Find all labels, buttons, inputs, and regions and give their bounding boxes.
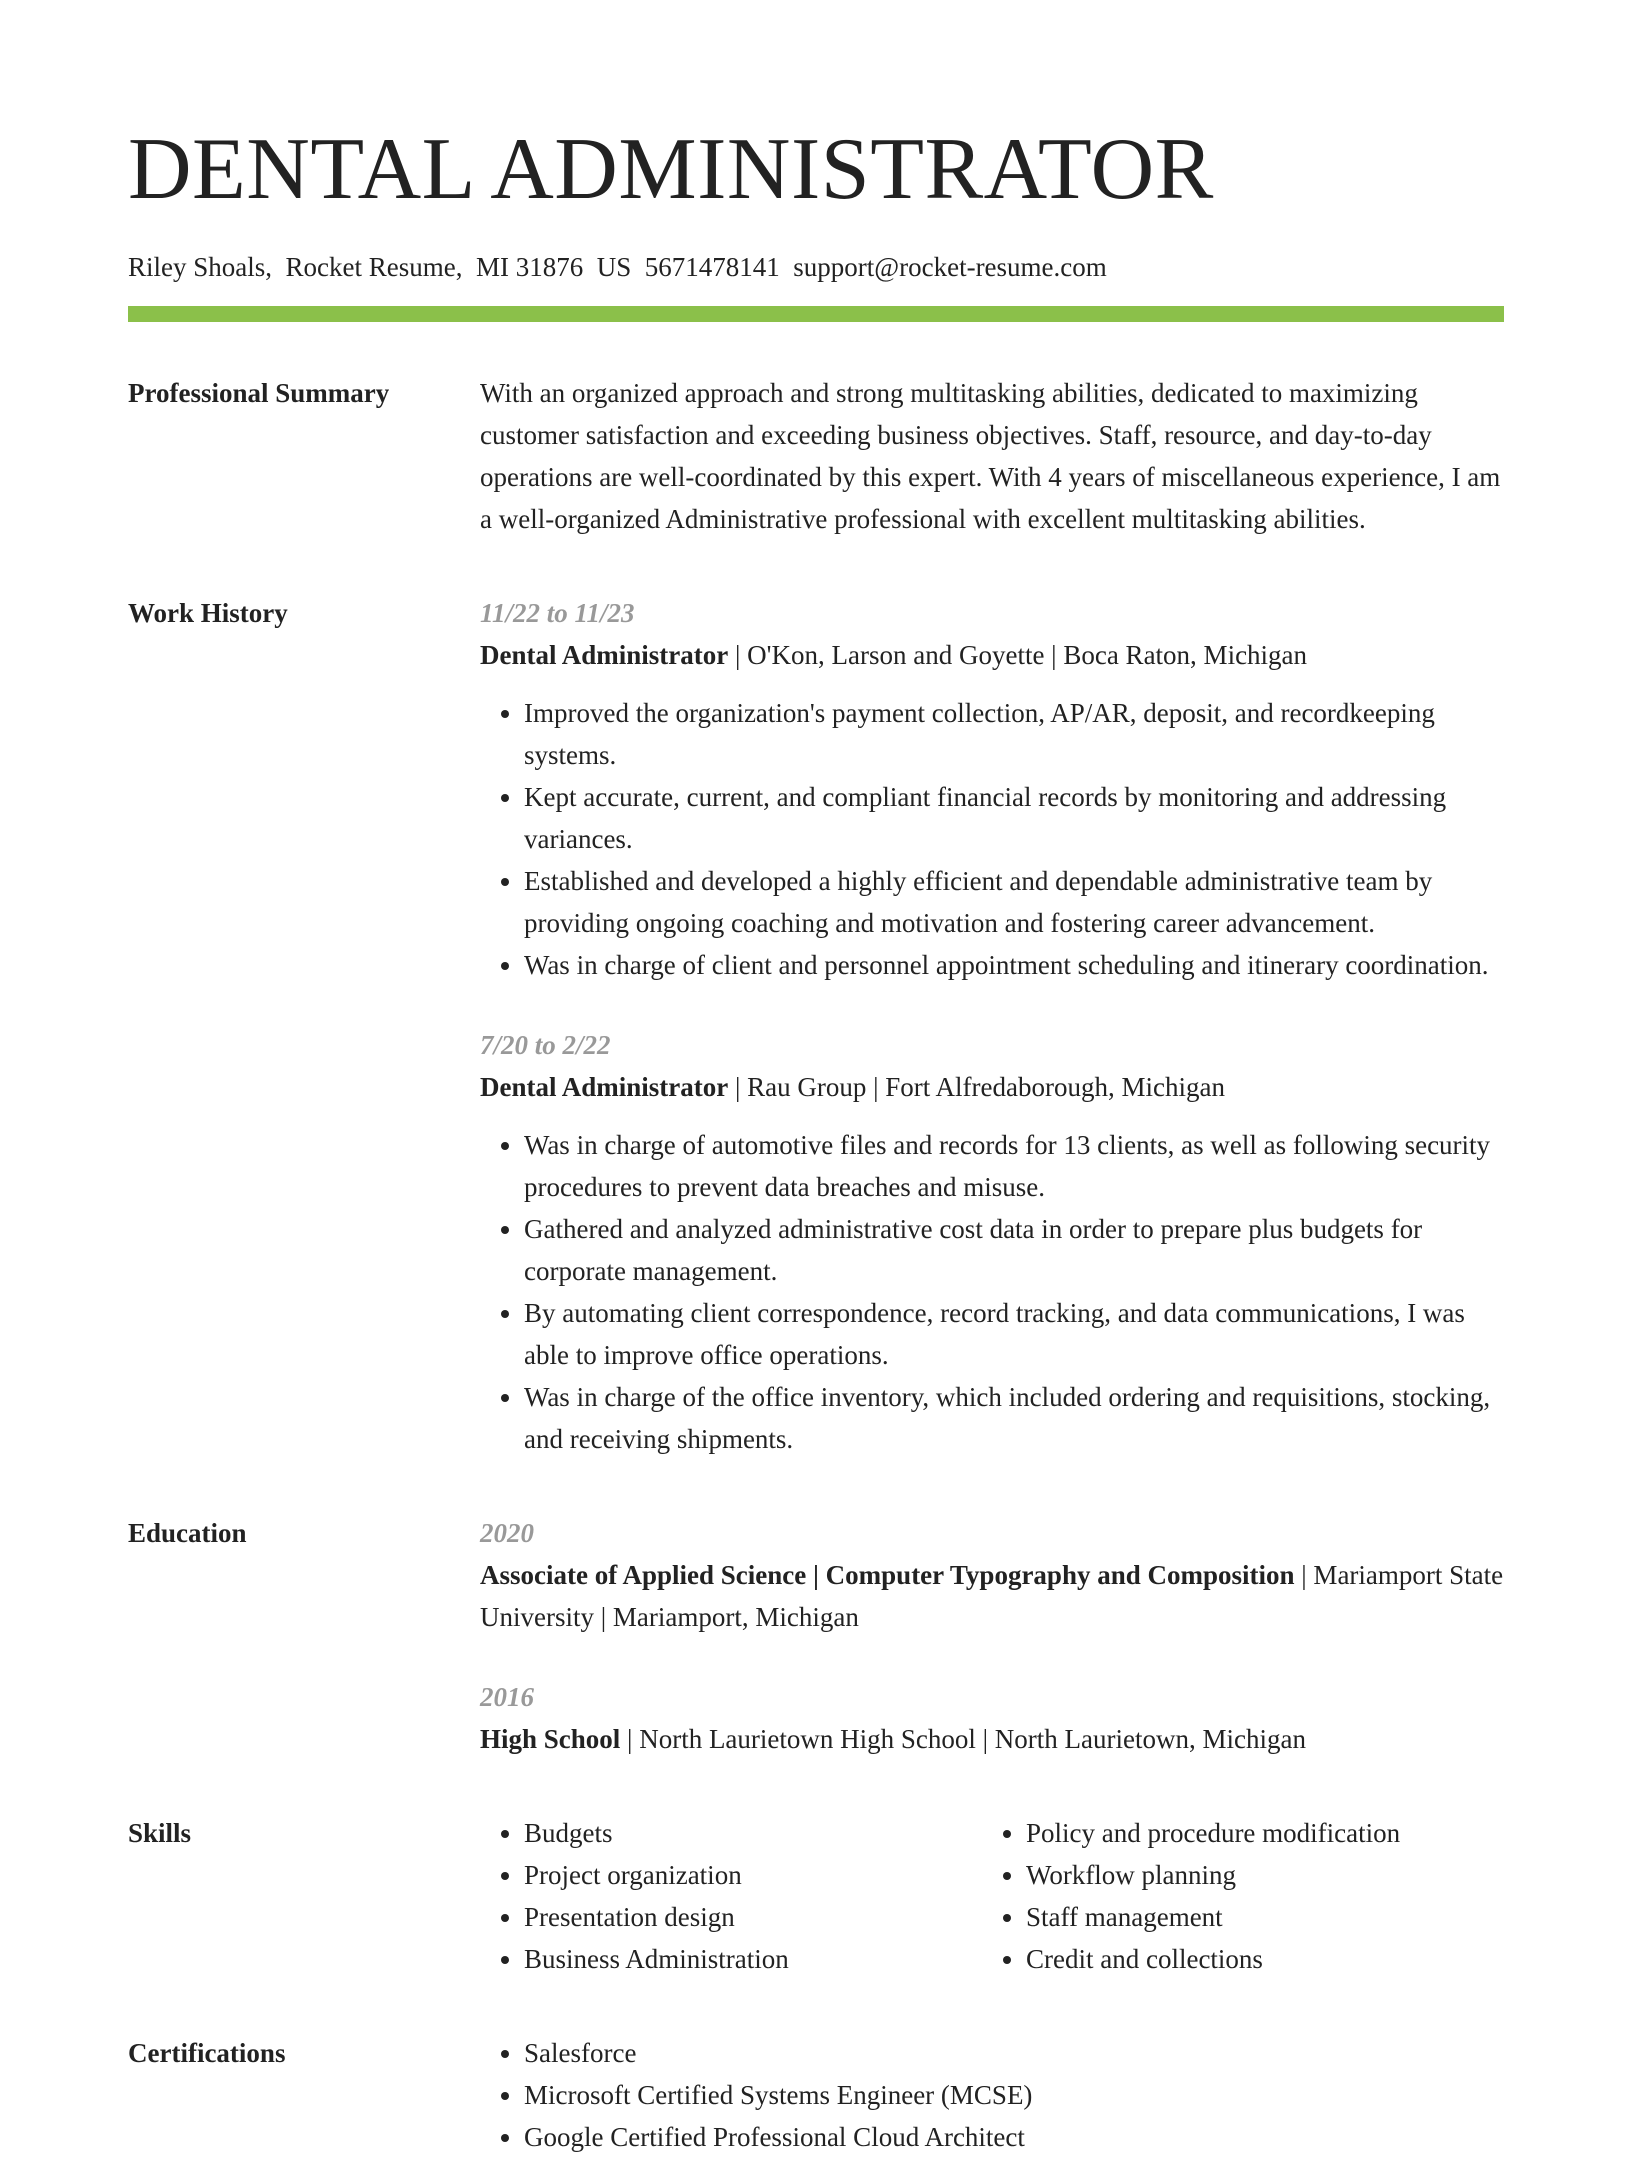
job-details: | Rau Group | Fort Alfredaborough, Michigan xyxy=(728,1072,1225,1102)
education-line xyxy=(480,1554,1504,1638)
job-bullets xyxy=(480,1124,1504,1460)
section-label: Work History xyxy=(128,598,288,628)
job-details: | O'Kon, Larson and Goyette | Boca Raton, Michigan xyxy=(728,640,1308,670)
list-item: • Presentation design xyxy=(524,1896,982,1938)
section-label: Skills xyxy=(128,1818,192,1848)
list-item: • Was in charge of the office inventory, which included ordering and requisitions, stocking, and receiving shipments. xyxy=(524,1376,1504,1460)
list-item: • Salesforce xyxy=(524,2032,1504,2074)
work-history-section xyxy=(128,592,1504,1460)
list-item: • Gathered and analyzed administrative cost data in order to prepare plus budgets for corporate management. xyxy=(524,1208,1504,1292)
job-entry xyxy=(480,1024,1504,1460)
list-item: • Workflow planning xyxy=(1026,1854,1484,1896)
job-bullets xyxy=(480,692,1504,986)
education-line xyxy=(480,1718,1504,1760)
list-item: • Staff management xyxy=(1026,1896,1484,1938)
contact-city: Rocket Resume, xyxy=(285,252,463,282)
job-role xyxy=(480,634,1504,676)
skills-section xyxy=(128,1812,1504,1980)
list-item: • Improved the organization's payment collection, AP/AR, deposit, and recordkeeping systems. xyxy=(524,692,1504,776)
section-label: Education xyxy=(128,1518,247,1548)
education-entry xyxy=(480,1512,1504,1638)
education-degree: High School xyxy=(480,1724,621,1754)
education-year: 2020 xyxy=(480,1518,534,1548)
contact-state-zip: MI 31876 xyxy=(475,252,584,282)
list-item: • Project organization xyxy=(524,1854,982,1896)
list-item: • Was in charge of client and personnel appointment scheduling and itinerary coordination. xyxy=(524,944,1504,986)
education-degree: Associate of Applied Science | Computer Typography and Composition xyxy=(480,1560,1295,1590)
education-entry xyxy=(480,1676,1504,1760)
section-body xyxy=(480,2032,1504,2158)
skills-list-right xyxy=(982,1812,1484,1980)
list-item: • Kept accurate, current, and compliant financial records by monitoring and addressing variances. xyxy=(524,776,1504,860)
list-item: • Business Administration xyxy=(524,1938,982,1980)
section-label: Certifications xyxy=(128,2038,286,2068)
education-year: 2016 xyxy=(480,1682,534,1712)
section-body xyxy=(480,1512,1504,1760)
list-item: • Budgets xyxy=(524,1812,982,1854)
resume-title: DENTAL ADMINISTRATOR xyxy=(128,121,1214,218)
skills-columns xyxy=(480,1812,1504,1980)
job-title: Dental Administrator xyxy=(480,1072,729,1102)
list-item: • Policy and procedure modification xyxy=(1026,1812,1484,1854)
header-divider xyxy=(128,306,1504,322)
job-entry xyxy=(480,592,1504,986)
section-body xyxy=(480,592,1504,1460)
job-role xyxy=(480,1066,1504,1108)
list-item: • Google Certified Professional Cloud Architect xyxy=(524,2116,1504,2158)
education-section xyxy=(128,1512,1504,1760)
education-details: | Mariamport State University | Mariamport, Michigan xyxy=(480,1560,1504,1632)
list-item: • Established and developed a highly efficient and dependable administrative team by providing ongoing coaching and motivation and fostering career advancement. xyxy=(524,860,1504,944)
contact-line xyxy=(128,248,1504,286)
contact-name: Riley Shoals, xyxy=(128,252,273,282)
list-item: • By automating client correspondence, record tracking, and data communications, I was able to improve office operations. xyxy=(524,1292,1504,1376)
skills-list-left xyxy=(480,1812,982,1980)
job-title: Dental Administrator xyxy=(480,640,729,670)
section-body xyxy=(480,1812,1504,1980)
contact-email: support@rocket-resume.com xyxy=(793,252,1107,282)
section-body xyxy=(480,372,1504,540)
list-item: • Microsoft Certified Systems Engineer (MCSE) xyxy=(524,2074,1504,2116)
section-label: Professional Summary xyxy=(128,378,390,408)
certifications-section xyxy=(128,2032,1504,2158)
contact-phone: 5671478141 xyxy=(644,252,780,282)
contact-country: US xyxy=(596,252,632,282)
job-dates: 7/20 to 2/22 xyxy=(480,1030,611,1060)
certifications-list xyxy=(480,2032,1504,2158)
job-dates: 11/22 to 11/23 xyxy=(480,598,635,628)
education-details: | North Laurietown High School | North Laurietown, Michigan xyxy=(620,1724,1306,1754)
summary-text: With an organized approach and strong multitasking abilities, dedicated to maximizing customer satisfaction and exceeding business objectives. Staff, resource, and day-to-day operations are well-coordinated by this expert. With 4 years of miscellaneous experience, I am a well-organized Administrative professional with excellent multitasking abilities. xyxy=(480,378,1501,534)
list-item: • Was in charge of automotive files and records for 13 clients, as well as following security procedures to prevent data breaches and misuse. xyxy=(524,1124,1504,1208)
list-item: • Credit and collections xyxy=(1026,1938,1484,1980)
summary-section xyxy=(128,372,1504,540)
